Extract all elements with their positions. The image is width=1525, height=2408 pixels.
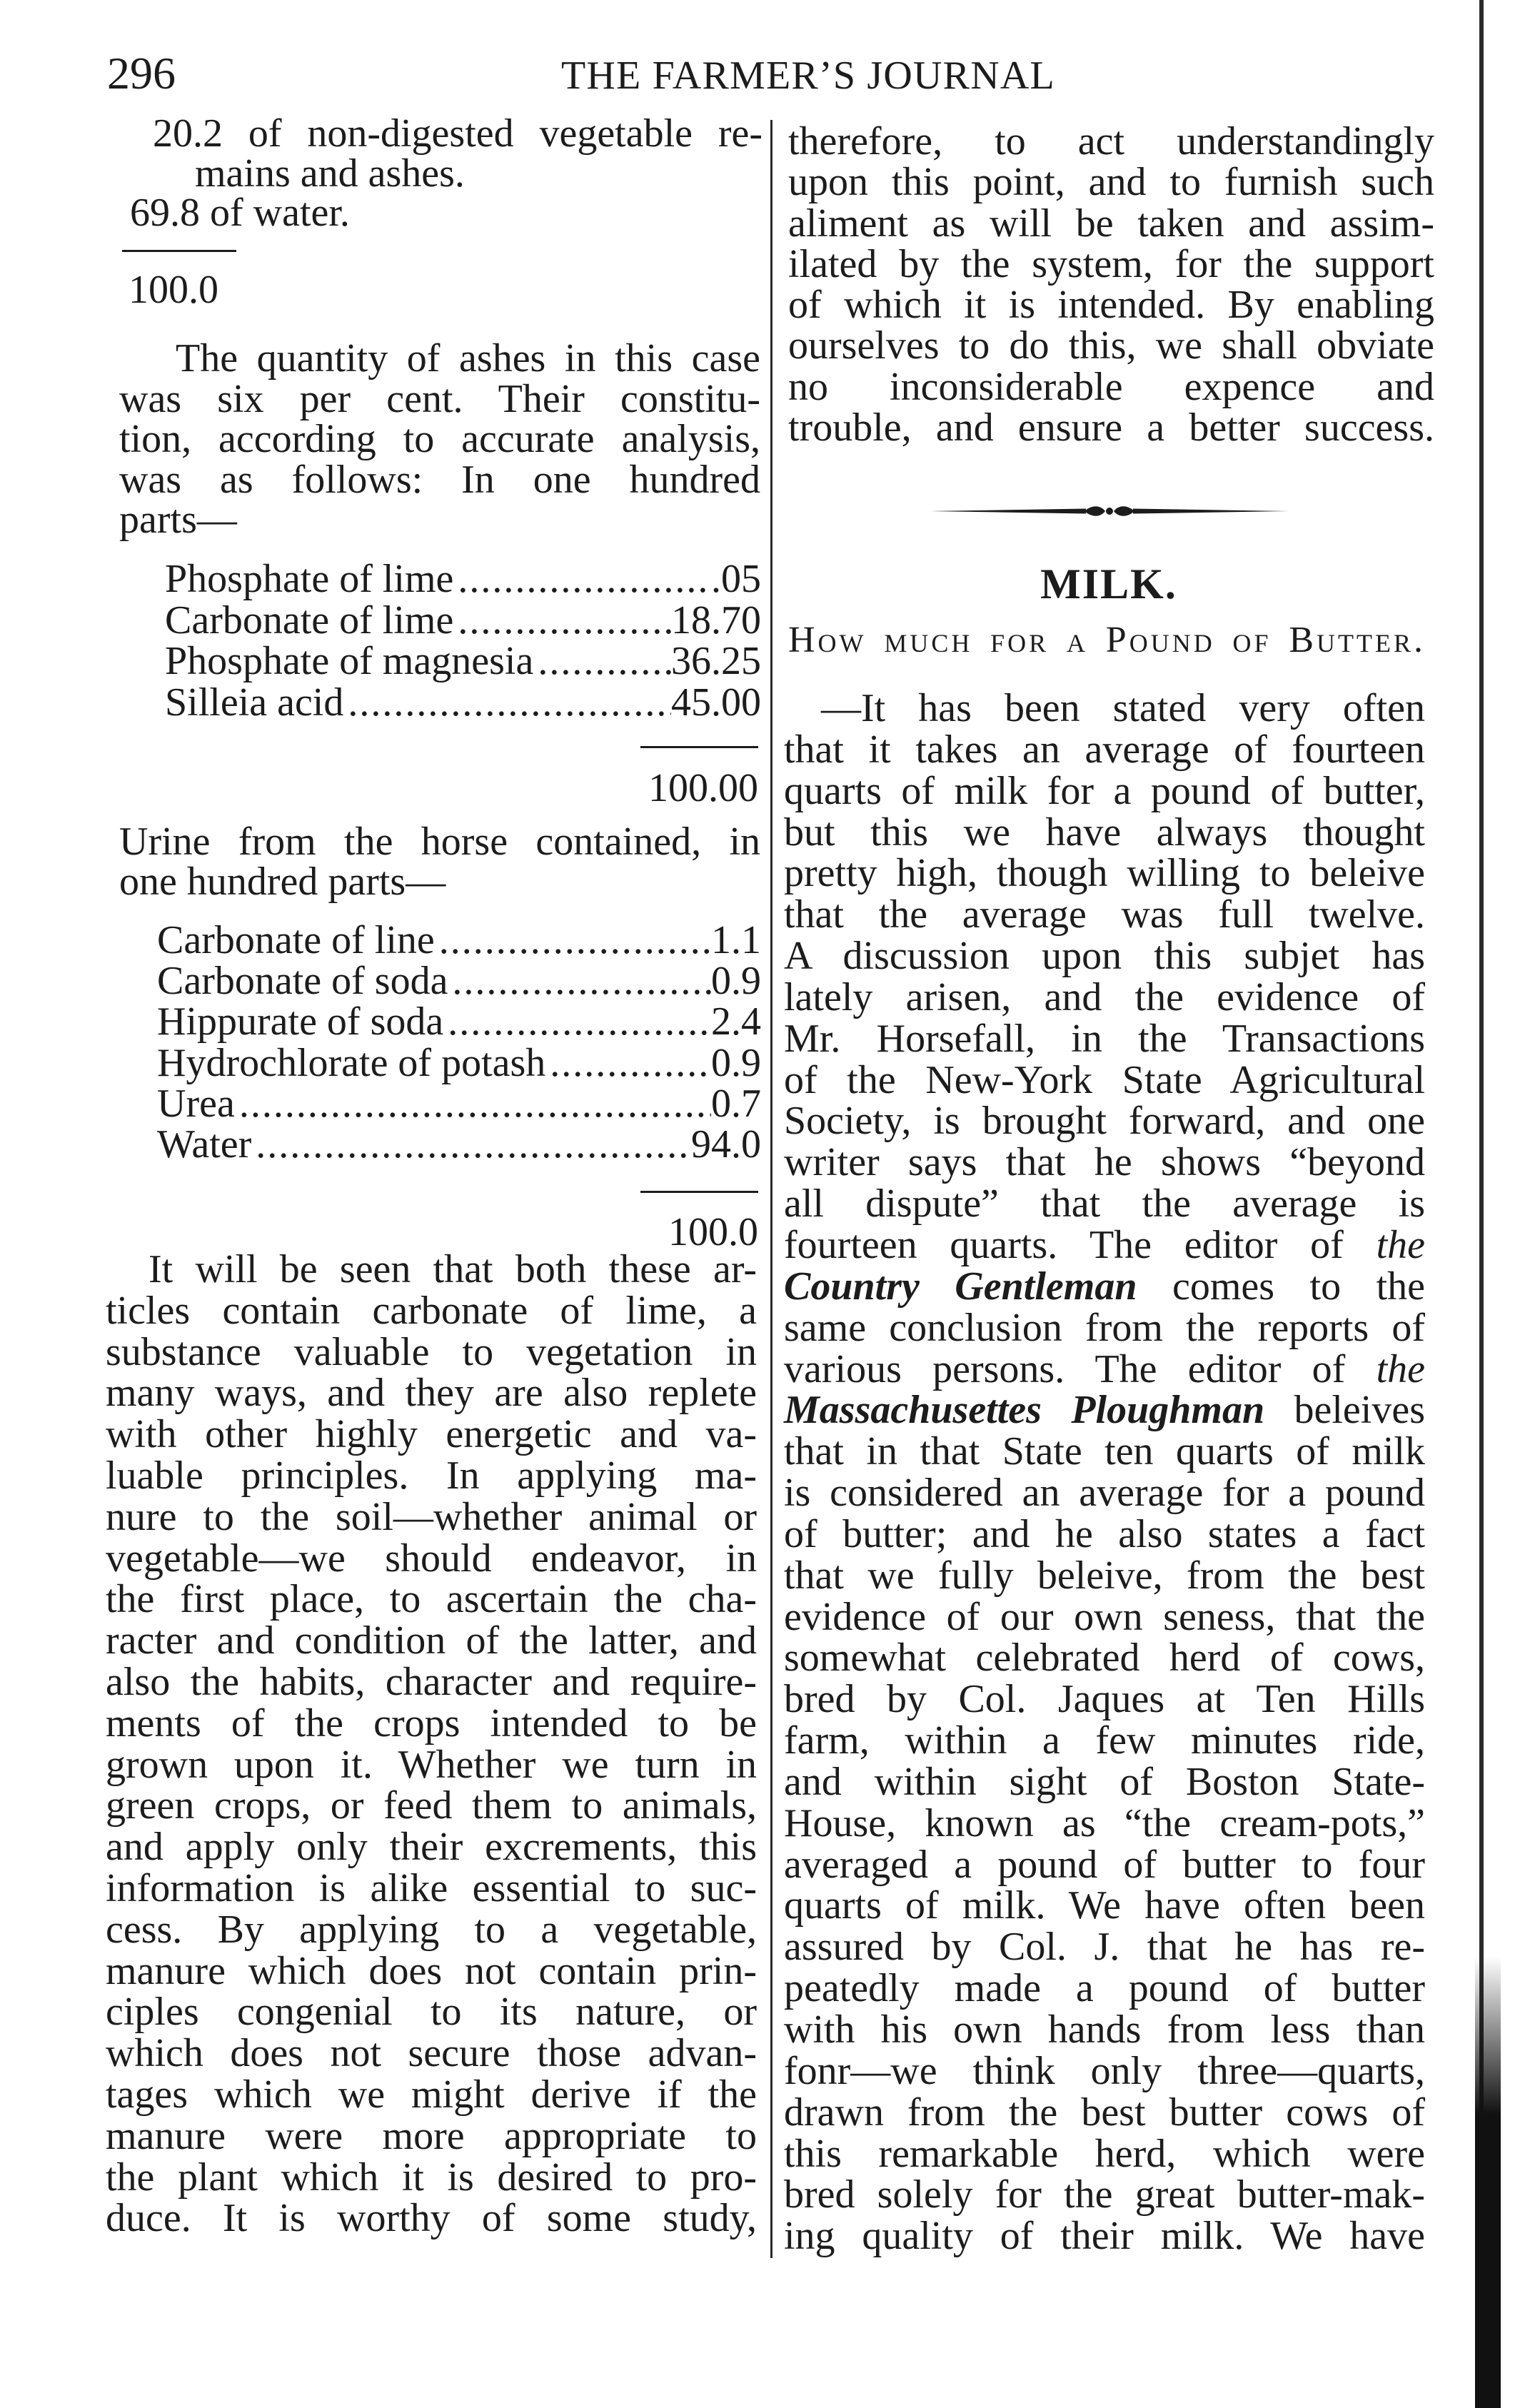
text-line: with his own hands from less than [784,2007,1425,2052]
text-line: also the habits, character and require- [106,1659,757,1704]
text-line: which does not secure those advan- [106,2031,757,2076]
text-line: many ways, and they are also replete [106,1371,757,1416]
substance-name: Hippurate of soda [157,999,444,1044]
table-row [157,999,761,1044]
text-line: trouble, and ensure a better success. [788,405,1434,450]
urine-intro-paragraph [119,822,760,902]
text-line: this remarkable herd, which were [784,2131,1425,2176]
text-run: various persons. The editor of [784,1346,1376,1391]
text-line: ourselves to do this, we shall obviate [788,323,1434,368]
article-title: MILK. [1040,560,1177,608]
text-line: same conclusion from the reports of [784,1305,1425,1350]
text-line [784,1266,1425,1308]
binding-edge-shadow [1475,1956,1501,2408]
sum-rule [640,746,758,748]
text-line: bred by Col. Jaques at Ten Hills [784,1677,1425,1722]
text-line: of which it is intended. By enabling [788,283,1434,328]
ornament-left-taper [930,509,1086,514]
table-row [157,1124,761,1165]
ornamental-rule [930,503,1289,520]
text-line: peatedly made a pound of butter [784,1966,1425,2011]
manure-paragraph [106,1249,757,2240]
text-line: Mr. Horsefall, in the Transactions [784,1016,1425,1061]
dot-leader [443,1002,711,1042]
table-row [165,682,761,724]
dot-leader [235,1084,711,1124]
text-line [784,1222,1425,1267]
text-run: comes to the [1137,1264,1425,1309]
ashes-paragraph [119,338,760,540]
text-line: cess. By applying to a vegetable, [106,1907,757,1952]
parts-value: 1.1 [711,918,761,962]
dot-leader [343,682,671,724]
text-line: with other highly energetic and va- [106,1412,757,1457]
text-line: writer says that he shows “beyond [784,1140,1425,1185]
dot-leader [453,600,671,642]
column-divider [770,120,772,2258]
text-run: fourteen quarts. The editor of [784,1222,1376,1267]
table-row [165,559,761,600]
ornament-left-leaf [1084,506,1105,516]
text-line: all dispute” that the average is [784,1182,1425,1226]
substance-name: Hydrochlorate of potash [157,1040,546,1085]
text-line: one hundred parts— [119,860,446,904]
text-line: ciples congenial to its nature, or [106,1990,757,2035]
parts-value: 18.70 [671,598,761,643]
text-line: but this we have always thought [784,810,1425,855]
text-line: that it takes an average of fourteen [784,727,1425,772]
sum-rule [640,1191,758,1193]
emphasized-title: Country Gentleman [784,1264,1137,1309]
text-line: 69.8 of water. [130,191,350,235]
text-line: Urine from the horse contained, in [119,820,760,864]
text-line [784,1346,1425,1391]
dot-leader [435,920,711,961]
text-line: fonr—we think only three—quarts, [784,2048,1425,2093]
parts-value: 0.7 [711,1081,761,1126]
text-line: House, known as “the cream-pots,” [784,1800,1425,1845]
parts-value: 36.25 [671,639,761,684]
fragment-total: 100.0 [129,268,218,312]
continued-paragraph [788,121,1434,448]
text-line: farm, within a few minutes ride, [784,1718,1425,1763]
text-line: drawn from the best butter cows of [784,2090,1425,2135]
substance-name: Silleia acid [165,680,344,725]
text-line: and within sight of Boston State- [784,1759,1425,1804]
substance-name: Water [157,1122,252,1167]
text-line: A discussion upon this subjet has [784,934,1425,979]
table-row [165,641,761,682]
text-line: luable principles. In applying ma- [106,1453,757,1498]
substance-name: Phosphate of magnesia [165,639,534,684]
table-row [157,961,761,1002]
dot-leader [448,961,711,1002]
ashes-table-total: 100.00 [648,766,758,810]
text-line: is considered an average for a pound [784,1471,1425,1516]
text-line: that we fully beleive, from the best [784,1553,1425,1598]
ashes-composition-table [165,559,761,724]
text-line: manure which does not contain prin- [106,1948,757,1993]
text-line: the plant which it is desired to pro- [106,2155,757,2200]
table-row [157,920,761,961]
text-line: no inconsiderable expence and [788,364,1434,409]
text-line: of butter; and he also states a fact [784,1511,1425,1556]
parts-value: 0.9 [711,959,761,1004]
parts-value: 0.9 [711,1040,761,1085]
text-run: beleives [1264,1388,1425,1433]
text-line: duce. It is worthy of some study, [106,2196,757,2241]
text-line: averaged a pound of butter to four [784,1842,1425,1887]
running-title: THE FARMER’S JOURNAL [561,54,1055,98]
text-line: ing quality of their milk. We have [784,2214,1425,2259]
text-line: upon this point, and to furnish such [788,160,1434,205]
text-line: —It has been stated very often [821,686,1425,730]
text-line: aliment as will be taken and assim- [788,201,1434,246]
text-line: evidence of our own seness, that the [784,1594,1425,1639]
text-line: ilated by the system, for the support [788,241,1434,286]
parts-value: .05 [711,557,761,601]
ornament-right-taper [1133,509,1289,514]
text-line: pretty high, though willing to beleive [784,851,1425,896]
ornament-right-leaf [1114,506,1134,516]
emphasized-title: the [1376,1346,1425,1391]
text-line: quarts of milk. We have often been [784,1883,1425,1928]
text-line: was as follows: In one hundred [119,457,760,502]
text-line: 20.2 of non-digested vegetable re- [153,111,762,156]
text-line: manure were more appropriate to [106,2113,757,2158]
text-line: racter and condition of the latter, and [106,1618,757,1663]
emphasized-title: the [1376,1222,1425,1267]
text-line: tages which we might derive if the [106,2072,757,2117]
text-line: of the New-York State Agricultural [784,1057,1425,1102]
text-line: green crops, or feed them to animals, [106,1783,757,1828]
text-line: Society, is brought forward, and one [784,1099,1425,1144]
text-line: ments of the crops intended to be [106,1701,757,1745]
text-line: quarts of milk for a pound of butter, [784,768,1425,813]
text-line: vegetable—we should endeavor, in [106,1536,757,1581]
text-line: substance valuable to vegetation in [106,1329,757,1374]
dot-leader [545,1043,711,1084]
text-line: and apply only their excrements, this [106,1825,757,1870]
table-row [157,1040,761,1085]
text-line: information is alike essential to suc- [106,1865,757,1910]
analysis-fragment [107,111,762,235]
text-line: The quantity of ashes in this case [176,336,760,381]
text-line: It will be seen that both these ar- [149,1247,757,1291]
page-number: 296 [107,48,176,99]
substance-name: Urea [157,1081,235,1126]
dot-leader [453,559,711,600]
substance-name: Carbonate of line [157,918,435,962]
text-line: therefore, to act understandingly [788,119,1434,163]
dot-leader [251,1124,691,1165]
text-line: that in that State ten quarts of milk [784,1429,1425,1474]
text-line: somewhat celebrated herd of cows, [784,1636,1425,1681]
text-line: assured by Col. J. that he has re- [784,1925,1425,1970]
text-line [784,1390,1425,1431]
table-row [157,1081,761,1126]
parts-value: 94.0 [691,1122,761,1167]
parts-value: 2.4 [711,999,761,1044]
text-line: lately arisen, and the evidence of [784,974,1425,1019]
text-line: that the average was full twelve. [784,892,1425,937]
parts-value: 45.00 [671,680,761,725]
dot-leader [533,641,671,682]
text-line: nure to the soil—whether animal or [106,1494,757,1539]
table-row [165,600,761,642]
text-line: parts— [119,498,237,542]
text-line: grown upon it. Whether we turn in [106,1742,757,1787]
substance-name: Carbonate of lime [165,598,454,643]
text-line: the first place, to ascertain the cha- [106,1577,757,1622]
substance-name: Phosphate of lime [165,557,454,601]
article-body [784,688,1425,2257]
ornament-center-dot [1106,508,1113,515]
substance-name: Carbonate of soda [157,959,448,1004]
urine-table-total: 100.0 [668,1210,758,1254]
text-line: tion, according to accurate analysis, [119,417,760,461]
text-line: ticles contain carbonate of lime, a [106,1288,757,1333]
text-line: bred solely for the great butter-mak- [784,2172,1425,2217]
urine-composition-table [157,920,761,1165]
text-line: was six per cent. Their constitu- [119,376,760,421]
article-subtitle: How much for a Pound of Butter. [788,620,1426,660]
text-line: mains and ashes. [195,151,465,196]
emphasized-title: Massachusettes Ploughman [784,1388,1265,1433]
sum-rule [122,250,236,252]
